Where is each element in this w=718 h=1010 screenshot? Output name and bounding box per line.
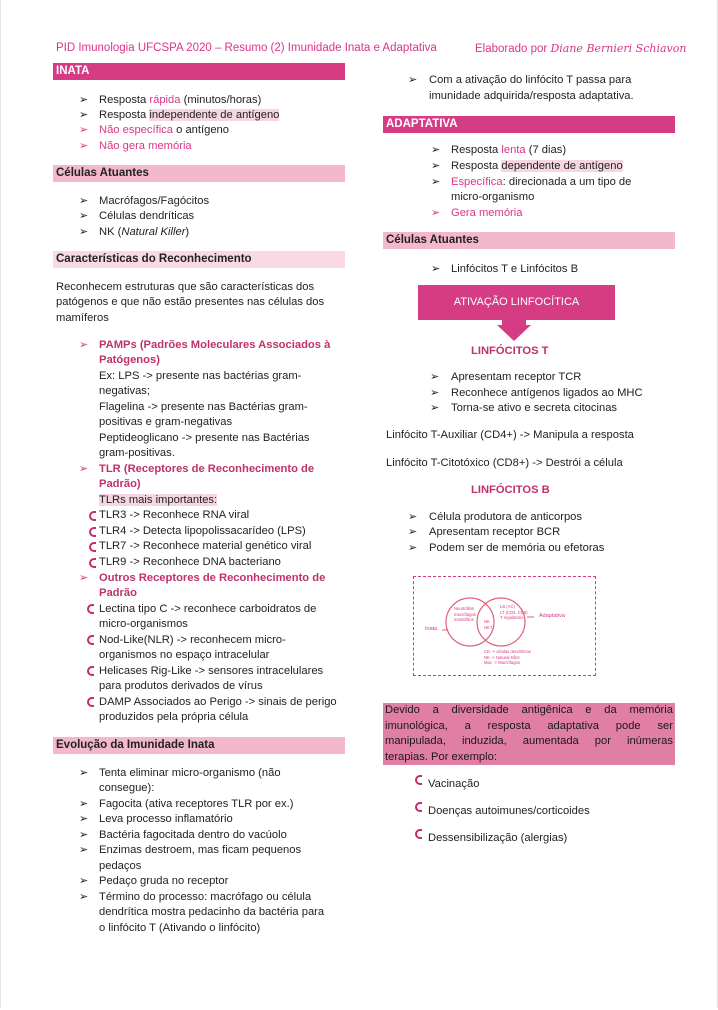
adapt-item: Específica: direcionada a um tipo de xyxy=(451,176,632,188)
evolucao-item: Fagocita (ativa receptores TLR por ex.) xyxy=(99,798,294,810)
bullet-arrow-icon: ➢ xyxy=(79,109,89,121)
celula-item: Macrófagos/Fagócitos xyxy=(99,195,210,207)
adapt-item: Resposta lenta (7 dias) xyxy=(451,144,567,156)
bullet-arrow-icon: ➢ xyxy=(79,124,89,136)
hook-bullet-icon xyxy=(415,775,422,785)
outros-item: organismos no espaço intracelular xyxy=(99,649,270,661)
tlr-item: TLR7 -> Reconhece material genético viral xyxy=(99,540,312,552)
bullet-arrow-icon: ➢ xyxy=(431,176,441,188)
outros-item: Nod-Like(NLR) -> reconhecem micro- xyxy=(99,634,286,646)
celula-item: Células dendríticas xyxy=(99,210,195,222)
adapt-item: micro-organismo xyxy=(451,191,535,203)
pamps-line: negativas; xyxy=(99,385,150,397)
tlr-subtitle: TLRs mais importantes: xyxy=(99,494,218,506)
tlr-item: TLR4 -> Detecta lipopolissacarídeo (LPS) xyxy=(99,525,306,537)
outros-item: Lectina tipo C -> reconhece carboidratos de xyxy=(99,603,317,615)
evolucao-item: Leva processo inflamatório xyxy=(99,813,233,825)
section-evolucao: Evolução da Imunidade Inata xyxy=(53,737,345,754)
section-celulas-inata: Células Atuantes xyxy=(53,165,345,182)
evolucao-item: o linfócito T (Ativando o linfócito) xyxy=(99,922,261,934)
lt-item: Reconhece antígenos ligados ao MHC xyxy=(451,387,643,399)
lb-item: Podem ser de memória ou efetoras xyxy=(429,542,605,554)
outros-title: Padrão xyxy=(99,587,137,599)
adapt-item: Resposta dependente de antígeno xyxy=(451,160,623,172)
evolucao-item: Tenta eliminar micro-organismo (não xyxy=(99,767,281,779)
tlr-title: Padrão) xyxy=(99,478,141,490)
bullet-arrow-icon: ➢ xyxy=(79,140,89,152)
tlr-item: TLR9 -> Reconhece DNA bacteriano xyxy=(99,556,281,568)
bullet-arrow-icon: ➢ xyxy=(79,94,89,106)
bullet-arrow-icon: ➢ xyxy=(79,844,89,856)
celula-item-nk: NK (Natural Killer) xyxy=(99,226,190,238)
bullet-arrow-icon: ➢ xyxy=(431,207,441,219)
hook-bullet-icon xyxy=(89,558,96,568)
lt-item: Apresentam receptor TCR xyxy=(451,371,582,383)
reconhecimento-intro: mamíferos xyxy=(56,312,109,324)
note-example: Doenças autoimunes/corticoides xyxy=(428,805,590,817)
reconhecimento-intro: patógenos e que não estão presentes nas células dos xyxy=(56,296,325,308)
pamps-line: positivas e gram-negativas xyxy=(99,416,233,428)
cd4-text: Linfócito T-Auxiliar (CD4+) -> Manipula a resposta xyxy=(386,429,634,441)
inata-item: Resposta independente de antígeno xyxy=(99,109,280,121)
hook-bullet-icon xyxy=(87,604,94,614)
bullet-arrow-icon: ➢ xyxy=(79,339,89,351)
hook-bullet-icon xyxy=(87,635,94,645)
venn-bottom-text: CD -> células dendríticas NK -> Natural Killer Mac -> Macrófagos xyxy=(484,649,531,665)
hook-bullet-icon xyxy=(89,527,96,537)
pamps-line: Peptideoglicano -> presente nas Bactérias xyxy=(99,432,310,444)
bullet-arrow-icon: ➢ xyxy=(79,767,89,779)
inata-item: Não gera memória xyxy=(99,140,192,152)
bullet-arrow-icon: ➢ xyxy=(431,263,441,275)
celulas-adapt-item: Linfócitos T e Linfócitos B xyxy=(451,263,579,275)
linfocitos-t-title: LINFÓCITOS T xyxy=(471,345,549,357)
bullet-arrow-icon: ➢ xyxy=(79,195,89,207)
bullet-arrow-icon: ➢ xyxy=(79,875,89,887)
inata-item: Não específica o antígeno xyxy=(99,124,230,136)
bullet-arrow-icon: ➢ xyxy=(79,813,89,825)
note-example: Dessensibilização (alergias) xyxy=(428,832,568,844)
bullet-arrow-icon: ➢ xyxy=(79,891,89,903)
pamps-title: Patógenos) xyxy=(99,354,160,366)
bullet-arrow-icon: ➢ xyxy=(408,511,418,523)
bullet-arrow-icon: ➢ xyxy=(79,226,89,238)
evolucao-item: Pedaço gruda no receptor xyxy=(99,875,229,887)
right-top-text: imunidade adquirida/resposta adaptativa. xyxy=(429,90,634,102)
bullet-arrow-icon: ➢ xyxy=(79,210,89,222)
pamps-line: Flagelina -> presente nas Bactérias gram- xyxy=(99,401,308,413)
evolucao-item: Enzimas destroem, mas ficam pequenos xyxy=(99,844,302,856)
section-celulas-adapt: Células Atuantes xyxy=(383,232,675,249)
right-top-text: Com a ativação do linfócito T passa para xyxy=(429,74,632,86)
down-arrow-icon xyxy=(497,319,531,341)
cd8-text: Linfócito T-Citotóxico (CD8+) -> Destrói a célula xyxy=(386,457,623,469)
venn-center-text: NK NKT xyxy=(484,619,493,630)
hook-bullet-icon xyxy=(87,666,94,676)
bullet-arrow-icon: ➢ xyxy=(431,144,441,156)
outros-item: para produtos derivados de vírus xyxy=(99,680,263,692)
tlr-title: TLR (Receptores de Reconhecimento de xyxy=(99,463,315,475)
section-adaptativa: ADAPTATIVA xyxy=(383,116,675,133)
bullet-arrow-icon: ➢ xyxy=(430,402,440,414)
bullet-arrow-icon: ➢ xyxy=(79,798,89,810)
bullet-arrow-icon: ➢ xyxy=(79,572,89,584)
venn-inata-label: Inata xyxy=(425,626,438,632)
hook-bullet-icon xyxy=(415,802,422,812)
pamps-line: Ex: LPS -> presente nas bactérias gram- xyxy=(99,370,302,382)
outros-item: produzidos pela própria célula xyxy=(99,711,249,723)
hook-bullet-icon xyxy=(89,542,96,552)
lt-item: Torna-se ativo e secreta citocinas xyxy=(451,402,618,414)
outros-item: Helicases Rig-Like -> sensores intracelulares xyxy=(99,665,324,677)
author-prefix: Elaborado por xyxy=(475,43,548,55)
venn-left-text: Neutrófilos macrófagos eosinófilos xyxy=(454,606,476,622)
pamps-title: PAMPs (Padrões Moleculares Associados à xyxy=(99,339,331,351)
hook-bullet-icon xyxy=(415,829,422,839)
bullet-arrow-icon: ➢ xyxy=(430,371,440,383)
author-signature: Diane Bernieri Schiavon xyxy=(550,42,687,55)
lb-item: Apresentam receptor BCR xyxy=(429,526,561,538)
hook-bullet-icon xyxy=(87,697,94,707)
outros-item: DAMP Associados ao Perigo -> sinais de perigo xyxy=(99,696,337,708)
evolucao-item: dendrítica mostra pedacinho da bactéria para xyxy=(99,906,325,918)
venn-adaptativa-label: Adaptativa xyxy=(539,613,565,619)
tlr-item: TLR3 -> Reconhece RNA viral xyxy=(99,509,250,521)
evolucao-item: consegue): xyxy=(99,782,155,794)
bullet-arrow-icon: ➢ xyxy=(79,829,89,841)
bullet-arrow-icon: ➢ xyxy=(79,463,89,475)
outros-title: Outros Receptores de Reconhecimento de xyxy=(99,572,326,584)
evolucao-item: Bactéria fagocitada dentro do vacúolo xyxy=(99,829,287,841)
header-title: PID Imunologia UFCSPA 2020 – Resumo (2) Imunidade Inata e Adaptativa xyxy=(56,42,437,54)
venn-diagram xyxy=(413,576,596,676)
linfocitos-b-title: LINFÓCITOS B xyxy=(471,484,550,496)
venn-right-text: LB (AC) LT (CD4, CD8) T regulatório xyxy=(500,604,528,620)
header-author xyxy=(475,42,686,55)
bullet-arrow-icon: ➢ xyxy=(408,74,418,86)
ativacao-box: ATIVAÇÃO LINFOCÍTICA xyxy=(418,285,615,320)
bullet-arrow-icon: ➢ xyxy=(430,387,440,399)
outros-item: micro-organismos xyxy=(99,618,188,630)
evolucao-item: pedaços xyxy=(99,860,142,872)
section-reconhecimento: Características do Reconhecimento xyxy=(53,251,345,268)
note-box: Devido a diversidade antigênica e da memória imunológica, a resposta adaptativa pode ser manipulada, induzida, aumentada por inúmeras terapias. Por exemplo: xyxy=(383,703,675,765)
note-example: Vacinação xyxy=(428,778,480,790)
pamps-line: gram-positivas. xyxy=(99,447,175,459)
section-inata: INATA xyxy=(53,63,345,80)
inata-item: Resposta rápida (minutos/horas) xyxy=(99,94,262,106)
bullet-arrow-icon: ➢ xyxy=(431,160,441,172)
evolucao-item: Término do processo: macrófago ou célula xyxy=(99,891,312,903)
reconhecimento-intro: Reconhecem estruturas que são características dos xyxy=(56,281,315,293)
bullet-arrow-icon: ➢ xyxy=(408,542,418,554)
adapt-item: Gera memória xyxy=(451,207,523,219)
hook-bullet-icon xyxy=(89,511,96,521)
bullet-arrow-icon: ➢ xyxy=(408,526,418,538)
lb-item: Célula produtora de anticorpos xyxy=(429,511,582,523)
